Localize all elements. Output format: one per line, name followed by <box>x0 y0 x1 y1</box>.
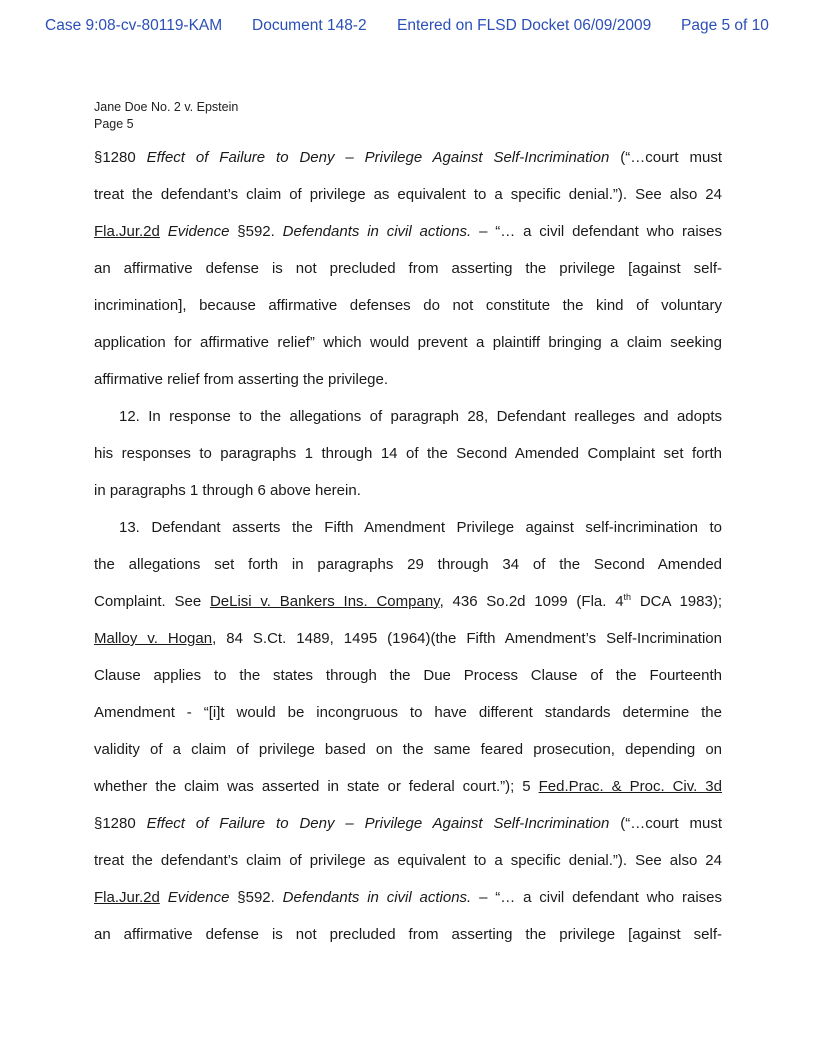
text-run: Amendment - “[i]t would be incongruous to have different standards determine the <box>94 704 722 721</box>
text-run: an affirmative defense is not precluded from asserting the privilege [against self- <box>94 260 722 277</box>
text-line <box>94 546 722 583</box>
citation: Fla.Jur.2d <box>94 889 160 906</box>
filing-header <box>0 17 816 39</box>
text-run: – “… a civil defendant who raises <box>471 889 722 906</box>
text-run: th <box>623 592 632 602</box>
text-run: whether the claim was asserted in state or federal court.”); 5 <box>94 778 539 795</box>
text-line <box>94 620 722 657</box>
text-line <box>94 398 722 435</box>
text-run: an affirmative defense is not precluded from asserting the privilege [against self- <box>94 926 722 943</box>
text-run: affirmative relief from asserting the privilege. <box>94 371 389 388</box>
citation: Fed.Prac. & Proc. Civ. 3d <box>538 778 722 795</box>
text-run: 12. In response to the allegations of paragraph 28, Defendant realleges and adopts <box>119 408 722 425</box>
page-count: Page 5 of 10 <box>681 17 769 34</box>
text-run: – “… a civil defendant who raises <box>471 223 722 240</box>
italic-text: Effect of Failure to Deny – Privilege Against Self-Incrimination <box>146 815 610 832</box>
docket-entry-date: Entered on FLSD Docket 06/09/2009 <box>397 17 652 34</box>
text-line <box>94 509 722 546</box>
caption-title: Jane Doe No. 2 v. Epstein <box>94 100 239 114</box>
text-run: Complaint. See <box>94 593 210 610</box>
italic-text: Evidence <box>167 889 230 906</box>
citation: Fla.Jur.2d <box>94 223 160 240</box>
italic-text: Defendants in civil actions. <box>282 889 472 906</box>
text-run: treat the defendant’s claim of privilege as equivalent to a specific denial.”). See also 24 <box>94 852 722 869</box>
text-line <box>94 435 722 472</box>
text-line <box>94 657 722 694</box>
paragraph-12 <box>94 398 722 509</box>
text-line <box>94 361 722 398</box>
text-line <box>94 472 722 509</box>
text-run: , 84 S.Ct. 1489, 1495 (1964)(the Fifth Amendment’s Self-Incrimination <box>212 630 722 647</box>
citation: DeLisi v. Bankers Ins. Company <box>209 593 440 610</box>
text-line <box>94 805 722 842</box>
paragraph-13 <box>94 509 722 953</box>
text-line <box>94 583 722 620</box>
text-run: his responses to paragraphs 1 through 14 of the Second Amended Complaint set forth <box>94 445 722 462</box>
text-run <box>160 223 168 240</box>
text-run: the allegations set forth in paragraphs 29 through 34 of the Second Amended <box>94 556 722 573</box>
text-line <box>94 694 722 731</box>
case-caption <box>94 99 238 133</box>
case-number: Case 9:08-cv-80119-KAM <box>45 17 223 34</box>
text-line <box>94 176 722 213</box>
citation: Malloy v. Hogan <box>94 630 213 647</box>
text-run: DCA 1983); <box>631 593 722 610</box>
text-run: (“…court must <box>609 815 722 832</box>
text-run: §1280 <box>94 149 147 166</box>
text-run: §592. <box>229 889 283 906</box>
italic-text: Evidence <box>167 223 230 240</box>
document-number: Document 148-2 <box>252 17 367 34</box>
text-run: , 436 So.2d 1099 (Fla. 4 <box>439 593 624 610</box>
text-line <box>94 731 722 768</box>
text-run: Clause applies to the states through the Due Process Clause of the Fourteenth <box>94 667 722 684</box>
text-line <box>94 768 722 805</box>
document-body <box>94 139 722 953</box>
text-line <box>94 916 722 953</box>
text-line <box>94 287 722 324</box>
caption-page: Page 5 <box>94 117 134 131</box>
text-line <box>94 213 722 250</box>
text-run: (“…court must <box>609 149 722 166</box>
italic-text: Effect of Failure to Deny – Privilege Against Self-Incrimination <box>146 149 610 166</box>
text-run: in paragraphs 1 through 6 above herein. <box>94 482 361 499</box>
text-line <box>94 139 722 176</box>
text-run <box>160 889 168 906</box>
text-run: application for affirmative relief” which would prevent a plaintiff bringing a claim seeking <box>94 334 722 351</box>
text-line <box>94 879 722 916</box>
text-run: §1280 <box>94 815 147 832</box>
text-line <box>94 324 722 361</box>
continuation <box>94 139 722 398</box>
text-run: validity of a claim of privilege based on the same feared prosecution, depending on <box>94 741 722 758</box>
italic-text: Defendants in civil actions. <box>282 223 472 240</box>
text-run: incrimination], because affirmative defenses do not constitute the kind of voluntary <box>94 297 722 314</box>
text-run: 13. Defendant asserts the Fifth Amendment Privilege against self-incrimination to <box>119 519 722 536</box>
text-run: treat the defendant’s claim of privilege as equivalent to a specific denial.”). See also 24 <box>94 186 722 203</box>
text-run: §592. <box>229 223 283 240</box>
text-line <box>94 250 722 287</box>
text-line <box>94 842 722 879</box>
